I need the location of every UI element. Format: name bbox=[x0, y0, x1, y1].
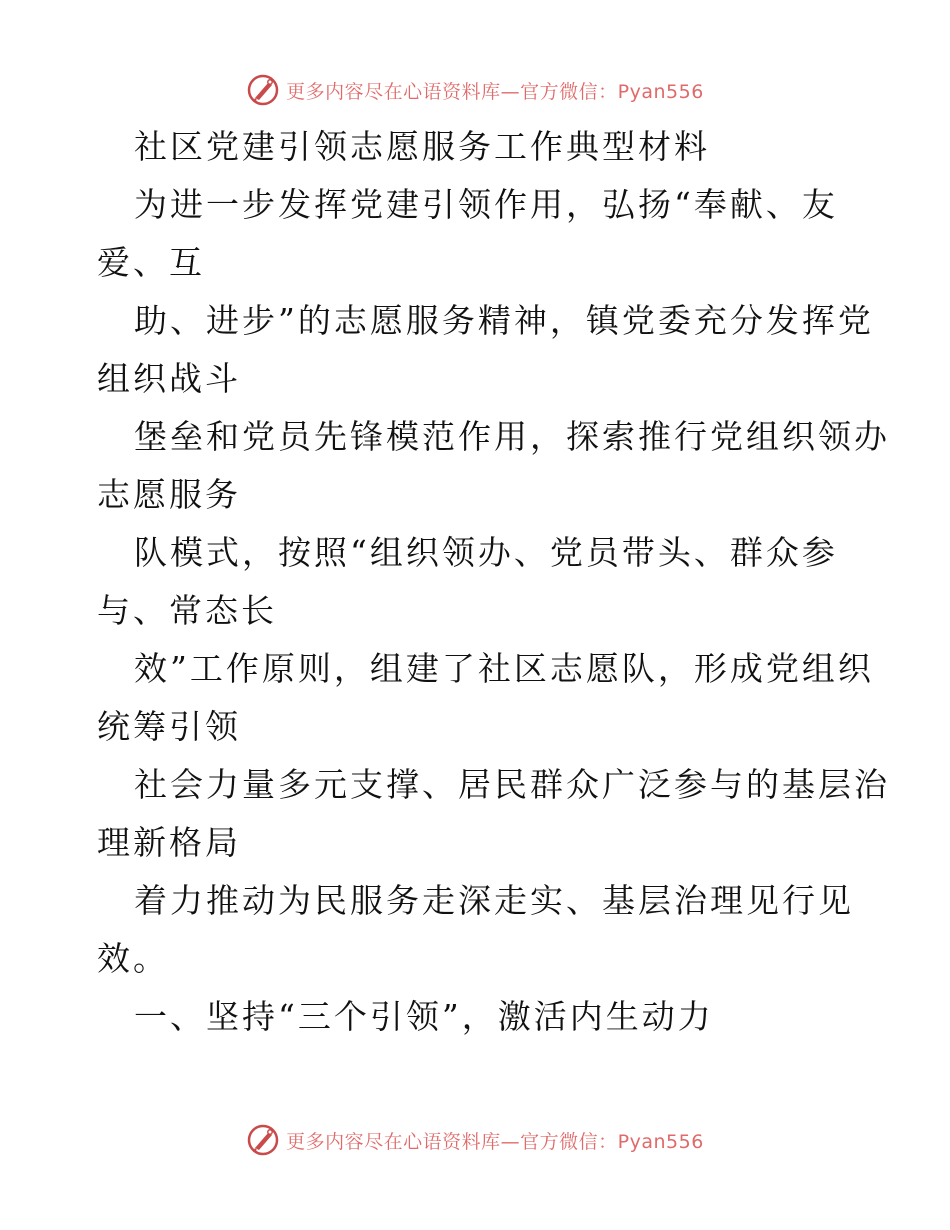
paragraph-line: 堡垒和党员先锋模范作用，探索推行党组织领办 bbox=[134, 417, 890, 456]
paragraph-line: 队模式，按照“组织领办、党员带头、群众参 bbox=[134, 533, 838, 572]
header-watermark-content bbox=[246, 73, 704, 107]
footer-watermark-content bbox=[246, 1123, 704, 1157]
paragraph-line: 为进一步发挥党建引领作用，弘扬“奉献、友 bbox=[134, 185, 838, 224]
paragraph-line: 组织战斗 bbox=[97, 359, 241, 398]
paragraph-line: 统筹引领 bbox=[97, 707, 241, 746]
paragraph-line: 与、常态长 bbox=[97, 591, 277, 630]
quill-pen-circle-icon bbox=[246, 1123, 280, 1157]
paragraph-line: 社会力量多元支撑、居民群众广泛参与的基层治 bbox=[134, 765, 890, 804]
paragraph-line: 效。 bbox=[97, 939, 169, 978]
paragraph-line: 爱、互 bbox=[97, 243, 205, 282]
paragraph-line: 志愿服务 bbox=[97, 475, 241, 514]
paragraph-line: 理新格局 bbox=[97, 823, 241, 862]
footer-watermark bbox=[0, 1120, 950, 1160]
paragraph-line: 助、进步”的志愿服务精神，镇党委充分发挥党 bbox=[134, 301, 874, 340]
quill-pen-circle-icon bbox=[246, 73, 280, 107]
watermark-text: 更多内容尽在心语资料库—官方微信：Pyan556 bbox=[286, 1130, 704, 1153]
document-title: 社区党建引领志愿服务工作典型材料 bbox=[134, 127, 710, 166]
watermark-text: 更多内容尽在心语资料库—官方微信：Pyan556 bbox=[286, 80, 704, 103]
document-body bbox=[97, 118, 890, 1046]
paragraph-line: 效”工作原则，组建了社区志愿队，形成党组织 bbox=[134, 649, 874, 688]
header-watermark bbox=[0, 70, 950, 110]
section-heading: 一、坚持“三个引领”，激活内生动力 bbox=[134, 997, 714, 1036]
paragraph-line: 着力推动为民服务走深走实、基层治理见行见 bbox=[134, 881, 854, 920]
